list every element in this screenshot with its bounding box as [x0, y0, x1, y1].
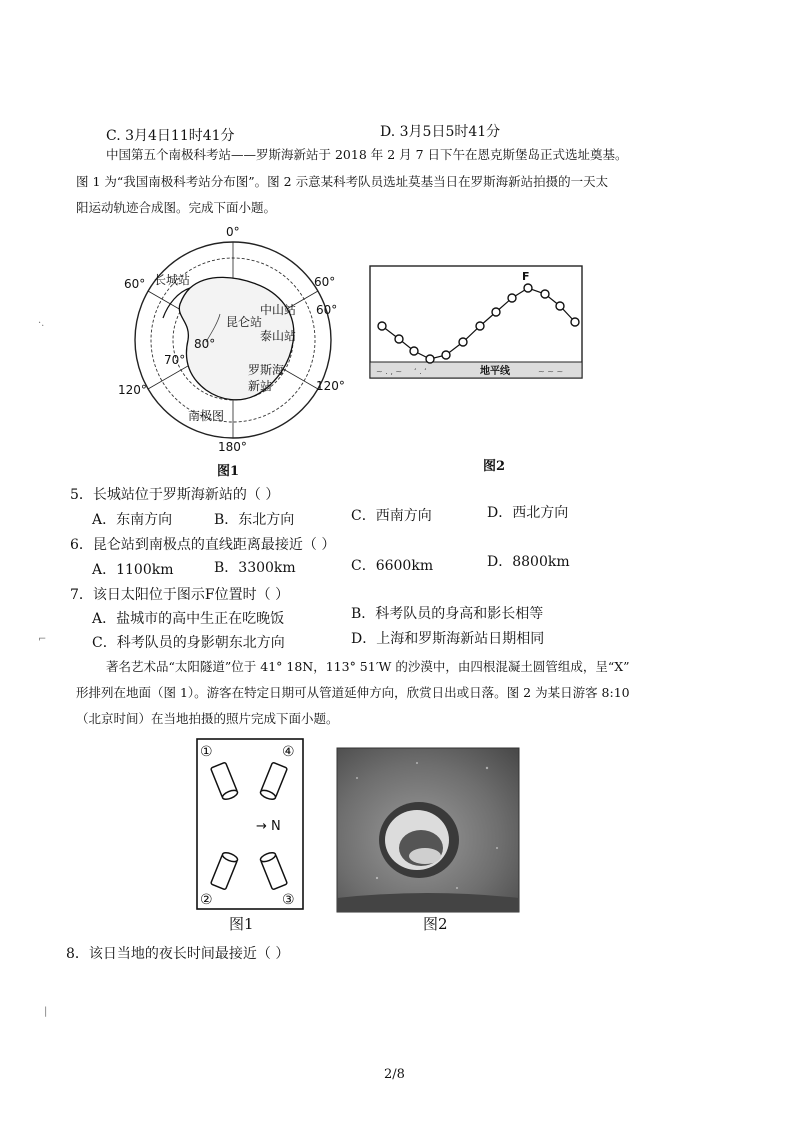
q8-stem: 8．该日当地的夜长时间最接近（ ） [66, 946, 290, 962]
fig-b2-caption: 图2 [423, 915, 448, 933]
intro1-line3: 阳运动轨迹合成图。完成下面小题。 [76, 200, 277, 215]
page-number: 2/8 [384, 1067, 405, 1082]
svg-text:~ ~ ~: ~ ~ ~ [538, 367, 564, 376]
q7-option-b[interactable]: B．科考队员的身高和影长相等 [351, 606, 544, 622]
sun-position-marker [541, 290, 549, 298]
intro1-line2: 图 1 为“我国南极科考站分布图”。图 2 示意某科考队员选址莫基当日在罗斯海新站拍摄的一天太 [76, 174, 609, 189]
q5-option-d[interactable]: D．西北方向 [487, 505, 569, 521]
label-120deg-right: 120° [316, 379, 345, 393]
sun-position-marker [556, 302, 564, 310]
label-180deg: 180° [218, 440, 247, 454]
label-changcheng: 长城站 [154, 273, 191, 287]
antarctica-polar-map [118, 222, 358, 454]
horizon-label: 地平线 [480, 366, 510, 377]
label-60deg-left: 60° [124, 277, 146, 291]
label-zhongshan: 中山站 [260, 303, 297, 317]
north-arrow: → N [256, 819, 281, 834]
intro1-line1: 中国第五个南极科考站——罗斯海新站于 2018 年 2 月 7 日下午在恩克斯堡岛正式选址奠基。 [106, 147, 628, 162]
q7-option-c[interactable]: C．科考队员的身影朝东北方向 [92, 635, 285, 651]
option-c-prev: C. 3月4日11时41分 [106, 128, 235, 144]
scan-speck: ·. [38, 318, 45, 329]
q5-option-a[interactable]: A．东南方向 [92, 512, 173, 528]
label-rossea: 罗斯海 [248, 363, 285, 377]
sun-position-marker [524, 284, 532, 292]
fig-a2-caption: 图2 [483, 459, 506, 474]
tunnel-1-marker: ① [200, 744, 213, 760]
scan-speck: | [44, 1006, 48, 1017]
tunnel-4-marker: ④ [282, 744, 295, 760]
label-taishan: 泰山站 [260, 329, 297, 343]
sun-path-diagram [368, 264, 588, 382]
q7-option-a[interactable]: A．盐城市的高中生正在吃晚饭 [92, 611, 285, 627]
label-60deg-right2: 60° [316, 303, 338, 317]
sun-tunnel-photo [337, 748, 519, 912]
fig-b1-caption: 图1 [229, 915, 254, 933]
sun-position-marker [426, 355, 434, 363]
q6-stem: 6．昆仑站到南极点的直线距离最接近（ ） [70, 537, 336, 553]
fig-a1-caption: 图1 [217, 464, 240, 479]
option-d-prev: D. 3月5日5时41分 [380, 124, 501, 140]
label-kunlun: 昆仑站 [226, 315, 263, 329]
label-south-pole-map: 南极图 [188, 409, 225, 423]
q6-option-b[interactable]: B．3300km [214, 560, 296, 576]
q5-option-b[interactable]: B．东北方向 [214, 512, 295, 528]
sun-position-marker [442, 351, 450, 359]
svg-text:ʻ . ʻ: ʻ . ʻ [414, 367, 427, 376]
label-120deg-left: 120° [118, 383, 147, 397]
intro2-line3: （北京时间）在当地拍摄的照片完成下面小题。 [76, 711, 339, 726]
label-70deg: 70° [164, 353, 186, 367]
sun-position-marker [571, 318, 579, 326]
q6-option-a[interactable]: A．1100km [92, 562, 174, 578]
sun-position-marker [492, 308, 500, 316]
label-80deg: 80° [194, 337, 216, 351]
q6-option-c[interactable]: C．6600km [351, 558, 434, 574]
sun-position-marker [459, 338, 467, 346]
tunnel-3-marker: ③ [282, 892, 295, 908]
sun-position-marker [395, 335, 403, 343]
sun-position-marker [410, 347, 418, 355]
sun-position-marker [378, 322, 386, 330]
q5-stem: 5．长城站位于罗斯海新站的（ ） [70, 487, 280, 503]
q5-option-c[interactable]: C．西南方向 [351, 508, 432, 524]
svg-text:~ . , ~: ~ . , ~ [376, 367, 403, 376]
label-0deg: 0° [226, 225, 240, 239]
scan-speck: ⌐ [38, 634, 47, 645]
tunnel-2-marker: ② [200, 892, 213, 908]
label-rossea-newstation: 新站 [248, 379, 273, 393]
intro2-line1: 著名艺术品“太阳隧道”位于 41° 18N，113° 51′W 的沙漠中，由四根混凝土圆管组成，呈“X” [106, 659, 630, 674]
label-60deg-right: 60° [314, 275, 336, 289]
q7-option-d[interactable]: D．上海和罗斯海新站日期相同 [351, 631, 545, 647]
sun-position-marker [508, 294, 516, 302]
q6-option-d[interactable]: D．8800km [487, 554, 570, 570]
q7-stem: 7．该日太阳位于图示F位置时（ ） [70, 587, 290, 603]
sun-position-marker [476, 322, 484, 330]
intro2-line2: 形排列在地面（图 1）。游客在特定日期可从管道延伸方向，欣赏日出或日落。图 2 为某日游客 8:10 [76, 685, 630, 700]
peak-label-F: F [522, 270, 530, 283]
sun-tunnels-layout [196, 738, 306, 912]
